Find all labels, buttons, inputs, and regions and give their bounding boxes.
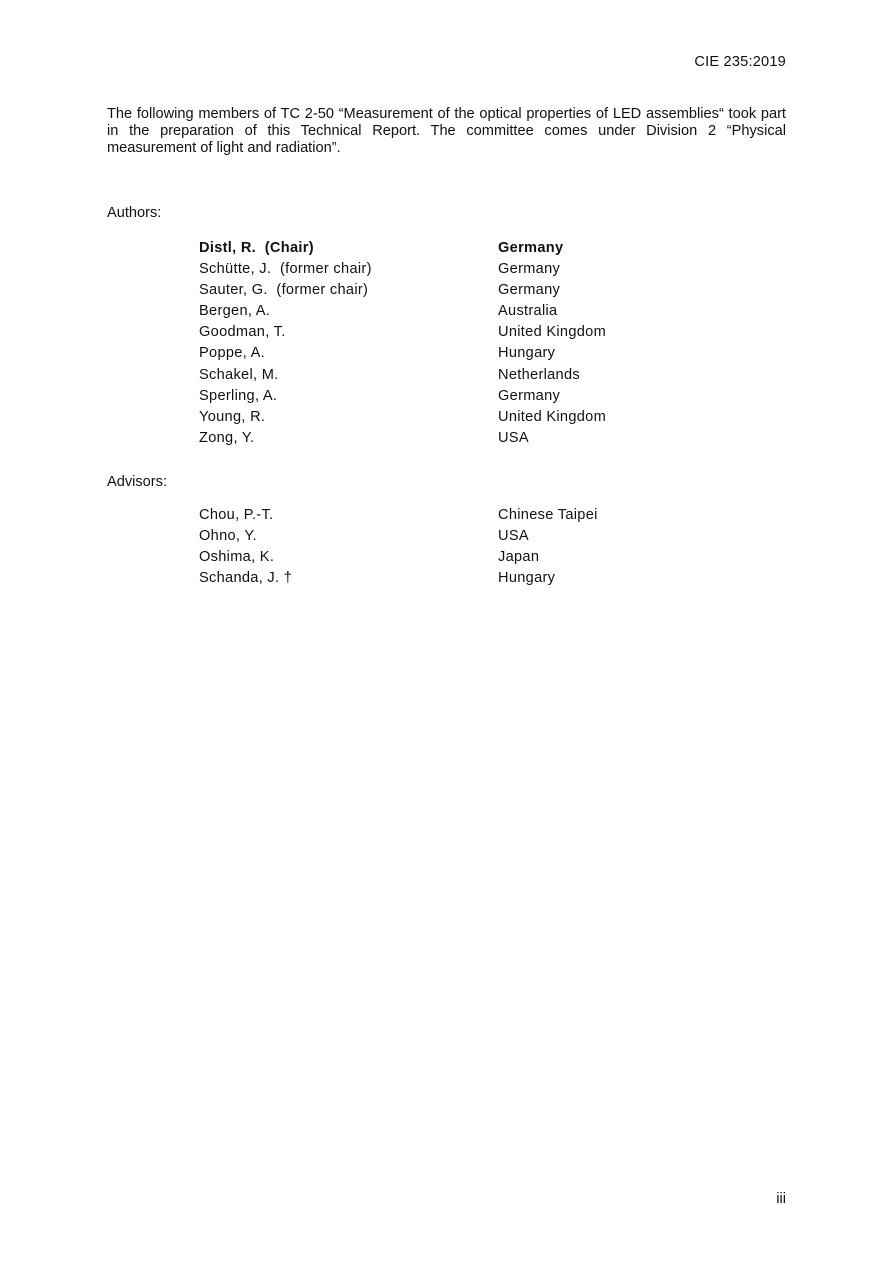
authors-heading: Authors: [107, 205, 162, 221]
author-row [199, 386, 699, 407]
member-country: Chinese Taipei [498, 507, 598, 523]
advisor-row [199, 547, 699, 568]
member-name: Zong, Y. [199, 429, 255, 446]
advisor-row [199, 526, 699, 547]
member-country: Japan [498, 549, 540, 566]
member-country: Australia [498, 303, 558, 320]
author-row [199, 322, 699, 343]
author-row-chair [199, 238, 699, 259]
member-country: Germany [498, 261, 561, 278]
member-country: Germany [498, 240, 564, 256]
member-name: Young, R. [199, 408, 266, 425]
member-country: USA [498, 528, 529, 545]
author-row [199, 343, 699, 364]
author-row [199, 407, 699, 428]
document-reference: CIE 235:2019 [694, 54, 786, 70]
member-name: Goodman, T. [199, 324, 286, 341]
member-country: United Kingdom [498, 408, 607, 425]
member-country: Germany [498, 387, 561, 404]
page-number: iii [776, 1191, 786, 1207]
member-country: Hungary [498, 345, 556, 362]
author-row [199, 428, 699, 449]
member-name: Distl, R. (Chair) [199, 240, 314, 256]
author-row [199, 280, 699, 301]
member-name: Chou, P.-T. [199, 507, 274, 523]
member-country: Hungary [498, 570, 556, 587]
member-name: Schakel, M. [199, 366, 279, 383]
member-name: Poppe, A. [199, 345, 265, 362]
member-country: Netherlands [498, 366, 580, 383]
advisor-row [199, 505, 699, 526]
member-country: United Kingdom [498, 324, 607, 341]
advisor-row [199, 568, 699, 589]
author-row [199, 365, 699, 386]
member-name: Schanda, J. † [199, 570, 293, 587]
intro-paragraph: The following members of TC 2-50 “Measurement of the optical properties of LED assemblies“ took part in the preparation of this Technical Report. The committee comes under Division 2 “Physical measurement of light and radiation”. [107, 106, 786, 156]
member-country: USA [498, 429, 529, 446]
advisors-list [199, 505, 699, 589]
author-row [199, 301, 699, 322]
member-name: Sperling, A. [199, 387, 278, 404]
member-name: Sauter, G. (former chair) [199, 282, 369, 299]
author-row [199, 259, 699, 280]
authors-list [199, 238, 699, 449]
member-name: Bergen, A. [199, 303, 271, 320]
member-country: Germany [498, 282, 561, 299]
member-name: Ohno, Y. [199, 528, 257, 545]
advisors-heading: Advisors: [107, 474, 168, 490]
member-name: Oshima, K. [199, 549, 275, 566]
member-name: Schütte, J. (former chair) [199, 261, 372, 278]
